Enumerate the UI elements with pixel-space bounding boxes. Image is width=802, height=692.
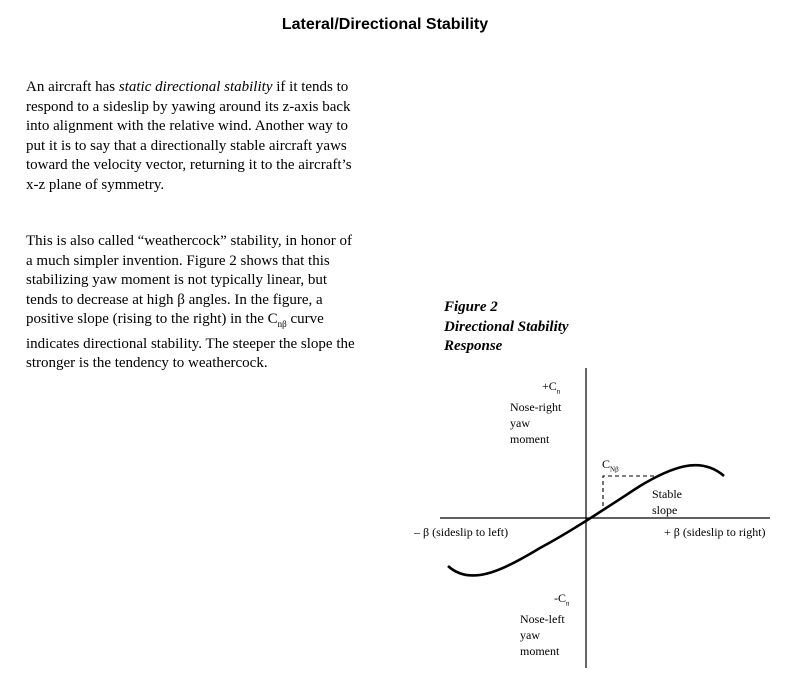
figure-caption-line3: Response [444,338,503,354]
p2-text-before: This is also called “weathercock” stability, in honor of a much simpler invention. Figure 2 shows that this stabilizing yaw moment is not typically linear, but tends to decrease at high β angles. In the figure, a positive slope (rising to the right) in the C [26,233,353,327]
p2-subscript: nβ [277,319,287,329]
figure-caption-line2: Directional Stability [444,318,569,335]
pos-line2: yaw [510,416,530,431]
neg-cn-symbol: $-C_n$ [554,591,570,608]
p1-text-before: An aircraft has [26,79,119,95]
negative-moment-label [520,590,570,659]
page-title: Lateral/Directional Stability [281,16,489,33]
figure-caption-line1: Figure 2 [444,299,498,315]
pos-line1: Nose-right [510,400,562,415]
neg-line2: yaw [520,628,540,643]
pos-line3: moment [510,432,550,447]
p1-text-after: if it tends to respond to a sideslip by yawing around its z-axis back into alignment with the relative wind. Another way to put it is to say that a directionally stable aircraft yaws toward the velocity vector, returning it to the aircraft’s x-z plane of symmetry. [26,79,352,193]
p2-text-after: curve indicates directional stability. The steeper the slope the stronger is the tendency to weathercock. [26,311,355,371]
p1-emphasis: static directional stability [118,79,273,95]
stable-line2: slope [652,503,678,517]
neg-line1: Nose-left [520,612,565,627]
stable-slope-label [652,486,682,518]
right-axis-label: + β (sideslip to right) [664,525,766,539]
slope-symbol-label: $C_{N\beta}$ [602,457,619,474]
stable-line1: Stable [652,487,682,501]
positive-moment-label [510,378,561,447]
left-axis-label: – β (sideslip to left) [414,525,509,539]
neg-line3: moment [520,644,560,659]
pos-cn-symbol: $+C_n$ [542,379,561,396]
